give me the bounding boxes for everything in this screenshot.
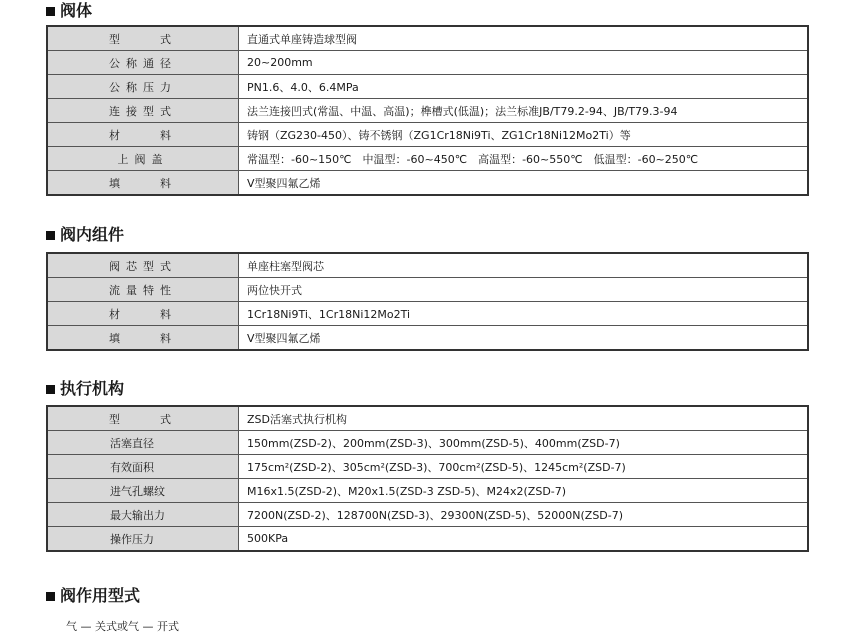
section-heading: 阀体	[60, 1, 93, 20]
row-value: 单座柱塞型阀芯	[239, 253, 809, 278]
internals-spec-table	[46, 252, 809, 351]
row-label: 有效面积	[47, 455, 239, 479]
row-label: 填 料	[47, 171, 239, 196]
row-label: 公称压力	[47, 75, 239, 99]
table-row	[47, 171, 808, 196]
row-label: 材 料	[47, 123, 239, 147]
table-row	[47, 26, 808, 51]
section-heading: 阀内组件	[60, 225, 125, 244]
row-value: 175cm²(ZSD-2)、305cm²(ZSD-3)、700cm²(ZSD-5)、1245cm²(ZSD-7)	[239, 455, 809, 479]
square-bullet-icon	[46, 592, 55, 601]
row-value: 法兰连接凹式(常温、中温、高温)；榫槽式(低温)；法兰标准JB/T79.2-94、JB/T79.3-94	[239, 99, 809, 123]
row-label: 活塞直径	[47, 431, 239, 455]
row-label: 型 式	[47, 26, 239, 51]
row-label: 型 式	[47, 406, 239, 431]
table-row	[47, 455, 808, 479]
row-label: 连接型式	[47, 99, 239, 123]
row-value: 150mm(ZSD-2)、200mm(ZSD-3)、300mm(ZSD-5)、400mm(ZSD-7)	[239, 431, 809, 455]
row-label: 流量特性	[47, 278, 239, 302]
table-row	[47, 253, 808, 278]
row-label: 上阀盖	[47, 147, 239, 171]
row-value: 1Cr18Ni9Ti、1Cr18Ni12Mo2Ti	[239, 302, 809, 326]
table-row	[47, 278, 808, 302]
action-type-text: 气 — 关式或气 — 开式	[66, 620, 179, 633]
row-label: 进气孔螺纹	[47, 479, 239, 503]
row-value: 7200N(ZSD-2)、128700N(ZSD-3)、29300N(ZSD-5)、52000N(ZSD-7)	[239, 503, 809, 527]
table-row	[47, 479, 808, 503]
row-value: 常温型：-60~150℃ 中温型：-60~450℃ 高温型：-60~550℃ 低温型：-60~250℃	[239, 147, 809, 171]
table-row	[47, 123, 808, 147]
row-label: 填 料	[47, 326, 239, 351]
row-label: 最大输出力	[47, 503, 239, 527]
row-label: 操作压力	[47, 527, 239, 552]
row-label: 材 料	[47, 302, 239, 326]
table-row	[47, 503, 808, 527]
row-value: V型聚四氟乙烯	[239, 171, 809, 196]
table-row	[47, 527, 808, 552]
row-value: M16x1.5(ZSD-2)、M20x1.5(ZSD-3 ZSD-5)、M24x2(ZSD-7)	[239, 479, 809, 503]
table-row	[47, 406, 808, 431]
square-bullet-icon	[46, 231, 55, 240]
table-row	[47, 75, 808, 99]
table-row	[47, 51, 808, 75]
actuator-spec-table	[46, 405, 809, 552]
table-row	[47, 302, 808, 326]
square-bullet-icon	[46, 7, 55, 16]
section-heading: 执行机构	[60, 379, 125, 398]
row-value: ZSD活塞式执行机构	[239, 406, 809, 431]
row-value: 直通式单座铸造球型阀	[239, 26, 809, 51]
row-value: 500KPa	[239, 527, 809, 552]
table-row	[47, 326, 808, 351]
table-row	[47, 147, 808, 171]
row-value: V型聚四氟乙烯	[239, 326, 809, 351]
section-title-body	[46, 0, 92, 22]
row-label: 阀芯型式	[47, 253, 239, 278]
section-heading: 阀作用型式	[60, 586, 141, 605]
square-bullet-icon	[46, 385, 55, 394]
body-spec-table	[46, 25, 809, 196]
row-value: PN1.6、4.0、6.4MPa	[239, 75, 809, 99]
table-row	[47, 99, 808, 123]
row-value: 两位快开式	[239, 278, 809, 302]
row-value: 20~200mm	[239, 51, 809, 75]
row-value: 铸钢（ZG230-450）、铸不锈钢（ZG1Cr18Ni9Ti、ZG1Cr18Ni12Mo2Ti）等	[239, 123, 809, 147]
section-title-actuator	[46, 378, 124, 400]
table-row	[47, 431, 808, 455]
row-label: 公称通径	[47, 51, 239, 75]
section-title-internals	[46, 224, 124, 246]
section-title-action	[46, 585, 140, 607]
